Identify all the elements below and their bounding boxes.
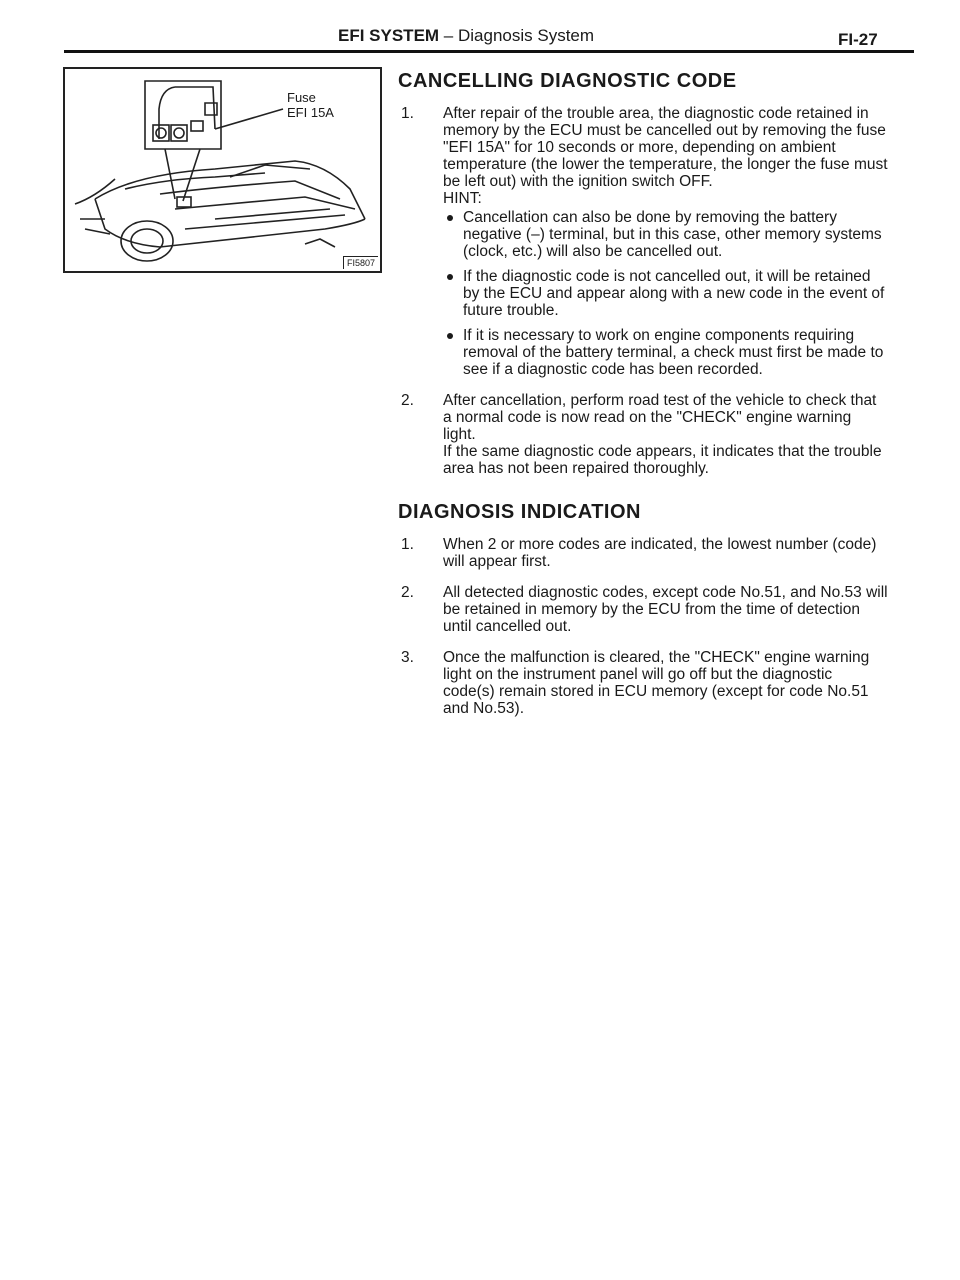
fuse-name-label: EFI 15A	[287, 105, 334, 120]
figure-id: FI5807	[343, 256, 378, 269]
fuse-label: Fuse	[287, 90, 316, 105]
bullet-text: If it is necessary to work on engine components requiring removal of the battery terminal, a check must first be made to see if a diagnostic code has been recorded.	[463, 327, 884, 378]
item-text: Once the malfunction is cleared, the "CHECK" engine warning light on the instrument panel will go off but the diagnostic code(s) remain stored in ECU memory (except for code No.51 and No.53).	[443, 649, 870, 717]
page-header	[0, 24, 960, 64]
hint-bullet	[443, 268, 888, 319]
heading-cancelling-diagnostic-code: CANCELLING DIAGNOSTIC CODE	[398, 70, 737, 92]
item-note: If the same diagnostic code appears, it indicates that the trouble area has not been repaired thoroughly.	[443, 443, 882, 477]
hint-bullet	[443, 327, 888, 378]
bullet-dot	[447, 274, 453, 280]
bullet-text: Cancellation can also be done by removing the battery negative (–) terminal, but in this case, other memory systems (clock, etc.) will also be cancelled out.	[463, 209, 882, 260]
item-number: 1.	[401, 105, 414, 122]
hint-label: HINT:	[443, 190, 482, 207]
section-subtitle: – Diagnosis System	[439, 26, 595, 45]
header-rule	[64, 50, 914, 53]
item-text: After repair of the trouble area, the diagnostic code retained in memory by the ECU must be cancelled out by removing the fuse "EFI 15A" for 10 seconds or more, depending on ambient temperature (the lower the temperature, the longer the fuse must be left out) with the ignition switch OFF.	[443, 105, 888, 190]
item-number: 1.	[401, 536, 414, 553]
heading-diagnosis-indication: DIAGNOSIS INDICATION	[398, 501, 641, 523]
list-item	[398, 649, 888, 717]
hint-bullet	[443, 209, 888, 260]
bullet-text: If the diagnostic code is not cancelled out, it will be retained by the ECU and appear along with a new code in the event of future trouble.	[463, 268, 885, 319]
section-name: EFI SYSTEM	[338, 26, 440, 45]
page-code: FI-27	[838, 30, 878, 49]
item-number: 3.	[401, 649, 414, 666]
item-text: All detected diagnostic codes, except code No.51, and No.53 will be retained in memory by the ECU from the time of detection until cancelled out.	[443, 584, 888, 635]
list-item	[398, 536, 888, 570]
item-text: When 2 or more codes are indicated, the lowest number (code) will appear first.	[443, 536, 877, 570]
item-number: 2.	[401, 392, 414, 409]
list-item	[398, 584, 888, 635]
bullet-dot	[447, 333, 453, 339]
item-text: After cancellation, perform road test of the vehicle to check that a normal code is now read on the "CHECK" engine warning light.	[443, 392, 877, 443]
item-number: 2.	[401, 584, 414, 601]
main-content	[398, 70, 888, 717]
fuse-location-illustration	[63, 67, 382, 273]
car-trunk-drawing	[65, 69, 380, 271]
list-item	[398, 392, 888, 477]
page-title	[338, 26, 594, 46]
list-item	[398, 105, 888, 378]
bullet-dot	[447, 215, 453, 221]
